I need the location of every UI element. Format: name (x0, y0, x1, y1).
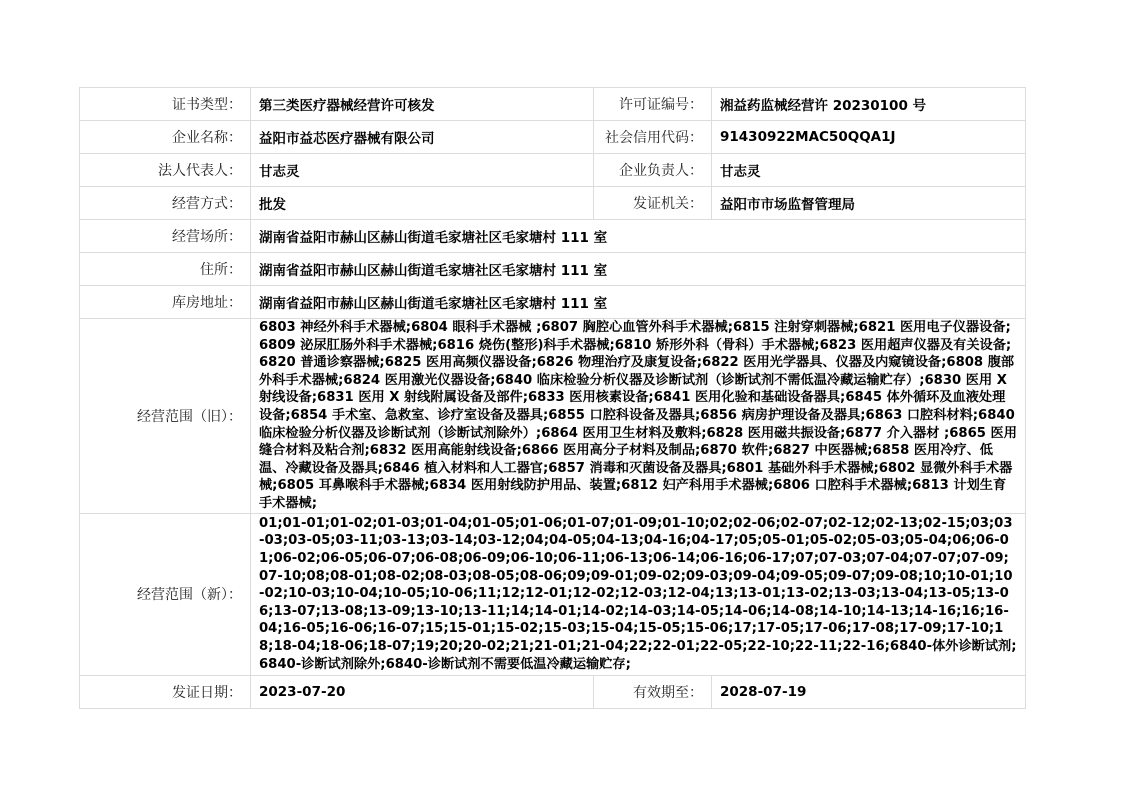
business-premises-value: 湖南省益阳市赫山区赫山街道毛家塘社区毛家塘村 111 室 (251, 220, 1026, 253)
scope-old-label: 经营范围（旧）： (80, 319, 251, 514)
row-scope-old (80, 319, 1026, 514)
row-scope-new (80, 513, 1026, 675)
cert-type-label: 证书类型： (80, 88, 251, 121)
issue-date-label: 发证日期： (80, 675, 251, 708)
business-mode-label: 经营方式： (80, 187, 251, 220)
row-cert-type (80, 88, 1026, 121)
company-name-value: 益阳市益芯医疗器械有限公司 (251, 121, 594, 154)
legal-rep-label: 法人代表人： (80, 154, 251, 187)
residence-label: 住所： (80, 253, 251, 286)
warehouse-value: 湖南省益阳市赫山区赫山街道毛家塘社区毛家塘村 111 室 (251, 286, 1026, 319)
license-table (79, 87, 1026, 709)
business-mode-value: 批发 (251, 187, 594, 220)
row-business-mode (80, 187, 1026, 220)
warehouse-label: 库房地址： (80, 286, 251, 319)
license-no-value: 湘益药监械经营许 20230100 号 (712, 88, 1026, 121)
row-company-name (80, 121, 1026, 154)
row-issue-date (80, 675, 1026, 708)
valid-until-value: 2028-07-19 (712, 675, 1026, 708)
cert-type-value: 第三类医疗器械经营许可核发 (251, 88, 594, 121)
scope-old-value: 6803 神经外科手术器械;6804 眼科手术器械 ;6807 胸腔心血管外科手术器械;6815 注射穿刺器械;6821 医用电子仪器设备;6809 泌尿肛肠外科手术器械;6816 烧伤(整形)科手术器械;6810 矫形外科（骨科）手术器械;6823 医用超声仪器及有关设备;6820 普通诊察器械;6825 医用高频仪器设备;6826 物理治疗及康复设备;6822 医用光学器具、仪器及内窥镜设备;6808 腹部外科手术器械;6824 医用激光仪器设备;6840 临床检验分析仪器及诊断试剂（诊断试剂不需低温冷藏运输贮存）;6830 医用 X 射线设备;6831 医用 X 射线附属设备及部件;6833 医用核素设备;6841 医用化验和基础设备器具;6845 体外循环及血液处理设备;6854 手术室、急救室、诊疗室设备及器具;6855 口腔科设备及器具;6856 病房护理设备及器具;6863 口腔科材料;6840 临床检验分析仪器及诊断试剂（诊断试剂除外）;6864 医用卫生材料及敷料;6828 医用磁共振设备;6877 介入器材 ;6865 医用缝合材料及粘合剂;6832 医用高能射线设备;6866 医用高分子材料及制品;6870 软件;6827 中医器械;6858 医用冷疗、低温、冷藏设备及器具;6846 植入材料和人工器官;6857 消毒和灭菌设备及器具;6801 基础外科手术器械;6802 显微外科手术器械;6805 耳鼻喉科手术器械;6834 医用射线防护用品、装置;6812 妇产科用手术器械;6806 口腔科手术器械;6813 计划生育手术器械; (251, 319, 1026, 514)
issuing-authority-label: 发证机关： (594, 187, 712, 220)
company-head-value: 甘志灵 (712, 154, 1026, 187)
legal-rep-value: 甘志灵 (251, 154, 594, 187)
company-head-label: 企业负责人： (594, 154, 712, 187)
row-business-premises (80, 220, 1026, 253)
issuing-authority-value: 益阳市市场监督管理局 (712, 187, 1026, 220)
residence-value: 湖南省益阳市赫山区赫山街道毛家塘社区毛家塘村 111 室 (251, 253, 1026, 286)
row-residence (80, 253, 1026, 286)
scope-new-label: 经营范围（新）： (80, 513, 251, 675)
issue-date-value: 2023-07-20 (251, 675, 594, 708)
company-name-label: 企业名称： (80, 121, 251, 154)
row-warehouse (80, 286, 1026, 319)
business-premises-label: 经营场所： (80, 220, 251, 253)
credit-code-label: 社会信用代码： (594, 121, 712, 154)
license-sheet (79, 87, 1025, 709)
credit-code-value: 91430922MAC50QQA1J (712, 121, 1026, 154)
license-no-label: 许可证编号： (594, 88, 712, 121)
row-legal-rep (80, 154, 1026, 187)
valid-until-label: 有效期至： (594, 675, 712, 708)
scope-new-value: 01;01-01;01-02;01-03;01-04;01-05;01-06;01-07;01-09;01-10;02;02-06;02-07;02-12;02-13;02-15;03;03-03;03-05;03-11;03-13;03-14;03-12;04;04-05;04-13;04-16;04-17;05;05-01;05-02;05-03;05-04;06;06-01;06-02;06-05;06-07;06-08;06-09;06-10;06-11;06-13;06-14;06-16;06-17;07;07-03;07-04;07-07;07-09;07-10;08;08-01;08-02;08-03;08-05;08-06;09;09-01;09-02;09-03;09-04;09-05;09-07;09-08;10;10-01;10-02;10-03;10-04;10-05;10-06;11;12;12-01;12-02;12-03;12-04;13;13-01;13-02;13-03;13-04;13-05;13-06;13-07;13-08;13-09;13-10;13-11;14;14-01;14-02;14-03;14-05;14-06;14-08;14-10;14-13;14-16;16;16-04;16-05;16-06;16-07;15;15-01;15-02;15-03;15-04;15-05;15-06;17;17-05;17-06;17-08;17-09;17-10;18;18-04;18-06;18-07;19;20;20-02;21;21-01;21-04;22;22-01;22-05;22-10;22-11;22-16;6840-体外诊断试剂;6840-诊断试剂除外;6840-诊断试剂不需要低温冷藏运输贮存; (251, 513, 1026, 675)
